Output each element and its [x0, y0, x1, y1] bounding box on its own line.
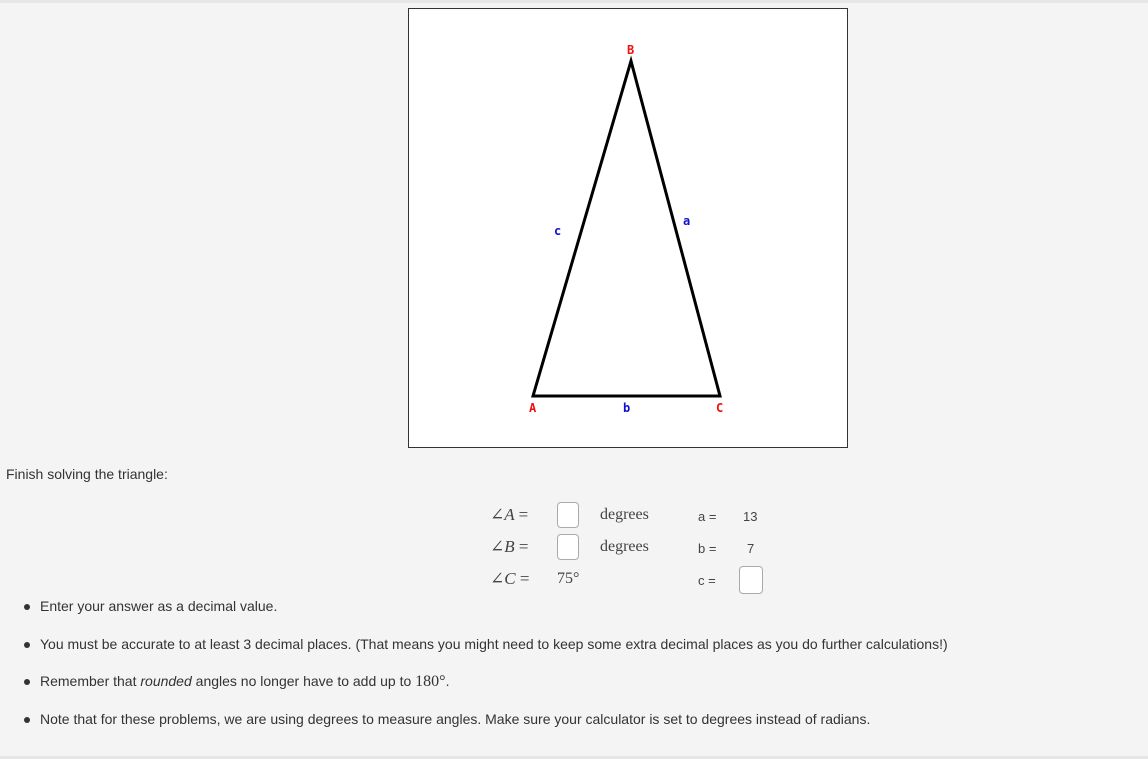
angle-symbol: ∠: [490, 537, 505, 556]
triangle-figure: [408, 8, 848, 448]
instruction-item: [22, 711, 948, 749]
instruction-emphasis: rounded: [140, 673, 192, 689]
instruction-item: [22, 673, 948, 711]
side-b-value: 7: [747, 541, 755, 556]
instruction-text: Note that for these problems, we are using degrees to measure angles. Make sure your calculator is set to degrees instead of radians.: [40, 710, 871, 727]
angle-b-label: [490, 537, 542, 557]
instruction-text-end: .: [445, 673, 450, 689]
side-a-label: a =: [698, 509, 717, 524]
angle-c-value: 75°: [557, 570, 580, 587]
angle-a-unit: degrees: [600, 506, 649, 523]
equals-sign: =: [518, 505, 529, 524]
angle-c-label: [490, 569, 542, 589]
angle-a-label: [490, 505, 542, 525]
angle-b-input[interactable]: [557, 534, 579, 560]
instruction-text-post: angles no longer have to add up to: [191, 673, 416, 689]
side-label-c: c: [554, 224, 562, 238]
instruction-value: 180°: [415, 673, 446, 690]
side-label-a: a: [683, 214, 691, 228]
bullet-icon: [24, 642, 30, 648]
vertex-label-b: B: [627, 43, 635, 57]
bullet-icon: [24, 717, 30, 723]
angle-letter: A: [504, 505, 515, 524]
instructions-list: [22, 598, 948, 748]
angle-symbol: ∠: [490, 505, 505, 524]
angle-b-unit: degrees: [600, 538, 649, 555]
instruction-text: Enter your answer as a decimal value.: [40, 598, 278, 614]
top-divider: [0, 0, 1148, 3]
instruction-text-pre: Remember that: [40, 673, 141, 689]
side-c-input[interactable]: [739, 566, 763, 594]
vertex-label-a: A: [529, 401, 537, 415]
angle-a-input[interactable]: [557, 502, 579, 528]
instruction-item: [22, 598, 948, 636]
angle-letter: C: [504, 569, 516, 588]
problem-prompt: Finish solving the triangle:: [6, 466, 168, 482]
angle-letter: B: [504, 537, 515, 556]
side-b-label: b =: [698, 541, 717, 556]
angle-symbol: ∠: [490, 569, 505, 588]
equals-sign: =: [519, 569, 530, 588]
instruction-text: You must be accurate to at least 3 decimal places. (That means you might need to keep some extra decimal places as you do further calculations!): [40, 635, 948, 652]
bullet-icon: [24, 604, 30, 610]
side-c-label: c =: [698, 573, 716, 588]
instruction-item: [22, 636, 948, 674]
vertex-label-c: C: [716, 401, 724, 415]
side-label-b: b: [623, 401, 631, 415]
side-a-value: 13: [743, 509, 758, 524]
bullet-icon: [24, 679, 30, 685]
equals-sign: =: [518, 537, 529, 556]
triangle-diagram: [409, 9, 847, 447]
